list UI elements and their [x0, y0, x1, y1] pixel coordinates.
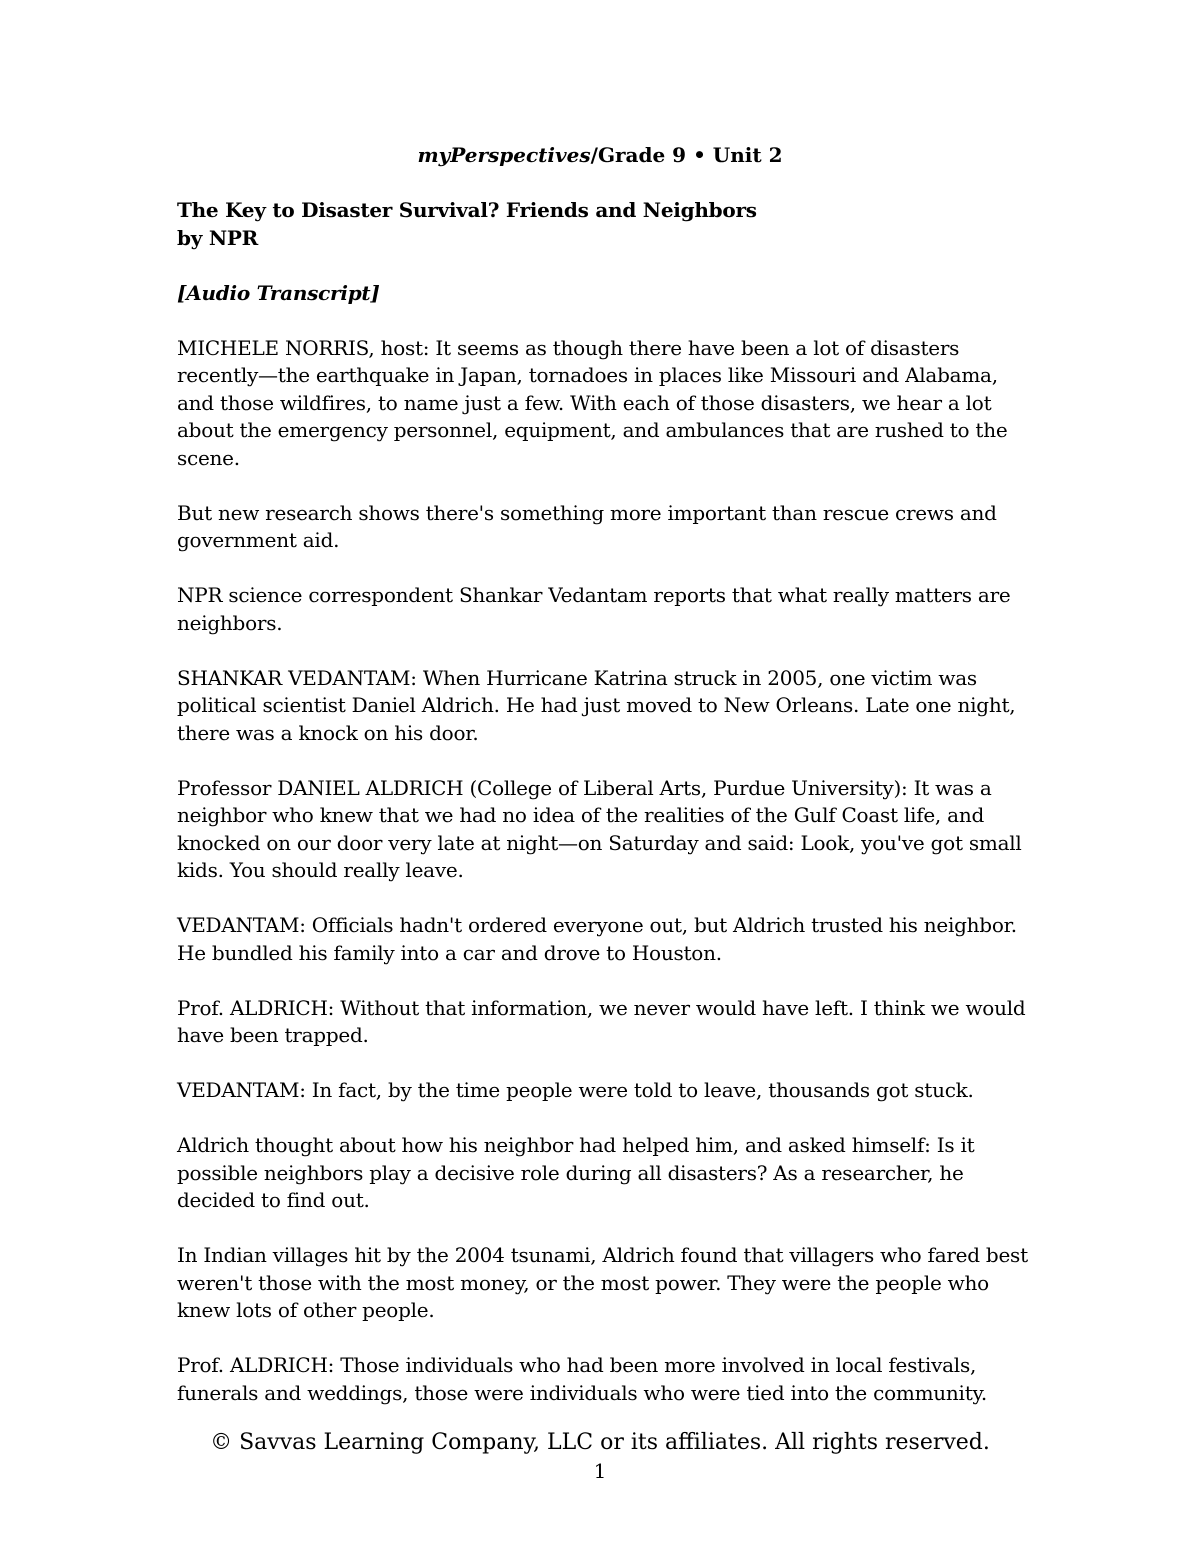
- paragraph: Professor DANIEL ALDRICH (College of Liberal Arts, Purdue University): It was a neighbor who knew that we had no idea of the realities of the Gulf Coast life, and knocked on our door very late at night—on Saturday and said: Look, you've got small kids. You should really leave.: [177, 775, 1022, 882]
- paragraph: But new research shows there's something more important than rescue crews and government aid.: [177, 500, 997, 552]
- paragraph: Prof. ALDRICH: Without that information, we never would have left. I think we would have been trapped.: [177, 995, 1026, 1047]
- page-number: 1: [593, 1459, 607, 1483]
- paragraph: In Indian villages hit by the 2004 tsunami, Aldrich found that villagers who fared best weren't those with the most money, or the most power. They were the people who knew lots of other people.: [177, 1243, 1028, 1322]
- document-title: The Key to Disaster Survival? Friends and Neighbors: [177, 198, 757, 222]
- paragraph: Aldrich thought about how his neighbor had helped him, and asked himself: Is it possible neighbors play a decisive role during all disasters? As a researcher, he decided to find out.: [177, 1133, 975, 1212]
- byline: by NPR: [177, 225, 259, 250]
- paragraph: Prof. ALDRICH: Those individuals who had been more involved in local festivals, funerals and weddings, those were individuals who were tied into the community.: [177, 1353, 987, 1405]
- paragraph: MICHELE NORRIS, host: It seems as though there have been a lot of disasters recently—the earthquake in Japan, tornadoes in places like Missouri and Alabama, and those wildfires, to name just a few. With each of those disasters, we hear a lot about the emergency personnel, equipment, and ambulances that are rushed to the scene.: [177, 335, 1008, 470]
- page-header: [0, 141, 1200, 169]
- paragraph: VEDANTAM: In fact, by the time people were told to leave, thousands got stuck.: [177, 1078, 974, 1102]
- grade-unit: Grade 9 • Unit 2: [597, 143, 783, 167]
- paragraph: NPR science correspondent Shankar Vedantam reports that what really matters are neighbors.: [177, 583, 1011, 635]
- series-name: myPerspectives: [417, 143, 591, 167]
- document-body: [177, 197, 1037, 1435]
- header-separator: /: [590, 143, 598, 167]
- audio-transcript-label: [Audio Transcript]: [177, 280, 380, 305]
- copyright-notice: © Savvas Learning Company, LLC or its affiliates. All rights reserved.: [210, 1430, 990, 1455]
- paragraph: SHANKAR VEDANTAM: When Hurricane Katrina struck in 2005, one victim was political scientist Daniel Aldrich. He had just moved to New Orleans. Late one night, there was a knock on his door.: [177, 665, 1016, 745]
- paragraph: VEDANTAM: Officials hadn't ordered everyone out, but Aldrich trusted his neighbor. He bundled his family into a car and drove to Houston.: [177, 913, 1017, 965]
- title-block: [177, 197, 1037, 252]
